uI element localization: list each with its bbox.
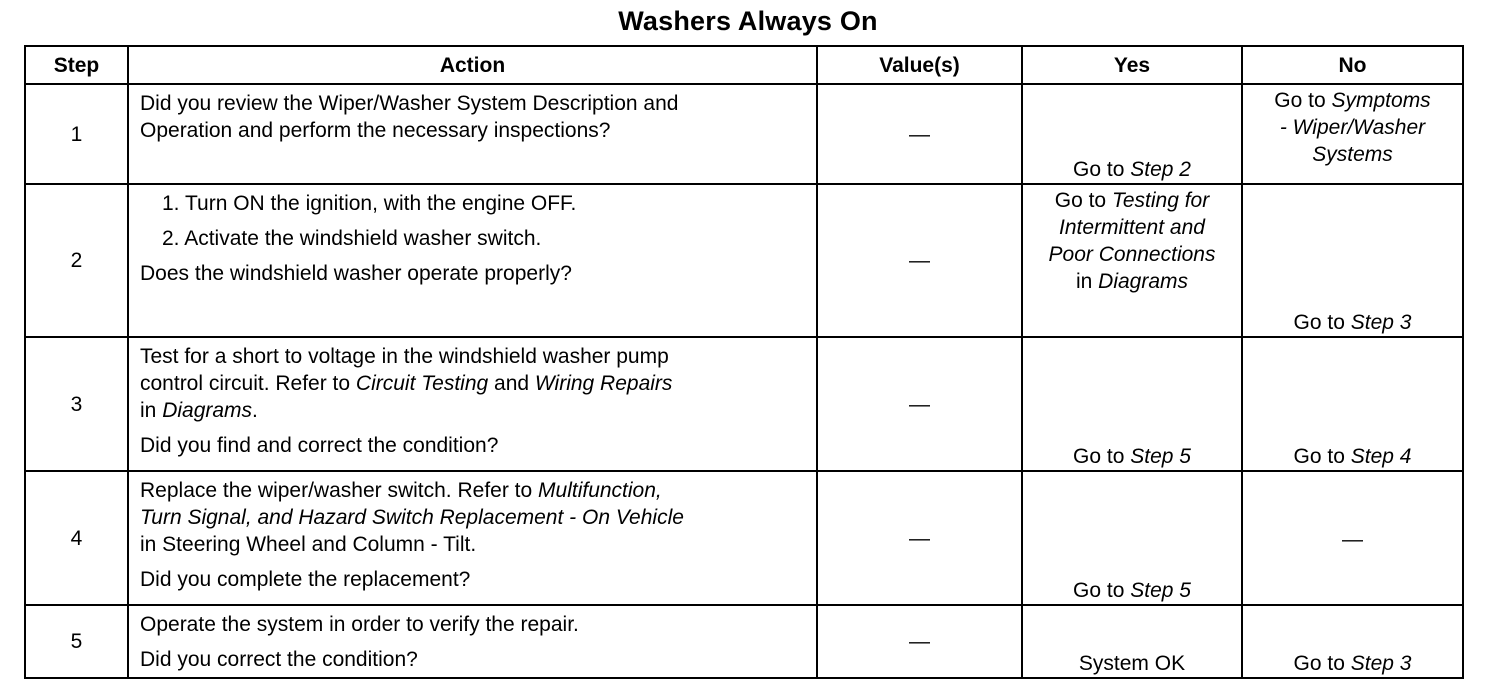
no-goto — [1245, 650, 1460, 677]
text-segment: in — [140, 399, 163, 422]
value-cell: — — [817, 605, 1022, 678]
multifunction-link-cont[interactable]: Turn Signal, and Hazard Switch Replacement - On Vehicle — [140, 506, 684, 529]
step-number: 2 — [25, 184, 128, 337]
wiring-repairs-link[interactable]: Wiring Repairs — [534, 372, 673, 395]
goto-prefix: Go to — [1073, 445, 1131, 468]
page-title: Washers Always On — [618, 6, 878, 36]
header-action: Action — [128, 46, 817, 84]
yes-cell — [1022, 471, 1242, 605]
no-cell — [1242, 605, 1463, 678]
step-link[interactable]: Step 3 — [1350, 652, 1412, 675]
step-number: 5 — [25, 605, 128, 678]
action-text: Did you review the Wiper/Washer System Description and — [140, 92, 679, 115]
no-cell — [1242, 184, 1463, 337]
action-cell — [128, 471, 817, 605]
goto-prefix: Go to — [1054, 189, 1112, 212]
diagrams-link[interactable]: Diagrams — [1098, 270, 1189, 293]
action-text — [140, 370, 806, 397]
header-step: Step — [25, 46, 128, 84]
table-row — [25, 337, 1463, 471]
table-row — [25, 471, 1463, 605]
no-goto — [1245, 309, 1460, 336]
value-cell: — — [817, 184, 1022, 337]
action-text — [140, 397, 806, 424]
action-text — [140, 477, 806, 504]
diagnostic-table — [24, 45, 1464, 679]
table-row — [25, 184, 1463, 337]
action-text: Operate the system in order to verify the repair. — [140, 613, 579, 636]
action-cell — [128, 337, 817, 471]
header-row — [25, 46, 1463, 84]
yes-goto — [1025, 577, 1239, 604]
action-question: Does the windshield washer operate properly? — [140, 262, 572, 285]
diagrams-link[interactable]: Diagrams — [162, 399, 253, 422]
action-cell — [128, 605, 817, 678]
value-cell: — — [817, 84, 1022, 184]
yes-cell — [1022, 84, 1242, 184]
step-link[interactable]: Step 4 — [1350, 445, 1412, 468]
no-goto — [1245, 443, 1460, 470]
text-segment: and — [488, 372, 535, 395]
goto-prefix: Go to — [1293, 445, 1351, 468]
text-segment: control circuit. Refer to — [140, 372, 356, 395]
action-question: Did you correct the condition? — [140, 648, 418, 671]
action-question: Did you find and correct the condition? — [140, 434, 499, 457]
step-link[interactable]: Step 3 — [1350, 311, 1412, 334]
text-segment: . — [252, 399, 258, 422]
yes-cell — [1022, 184, 1242, 337]
value-cell: — — [817, 337, 1022, 471]
action-question: Did you complete the replacement? — [140, 568, 471, 591]
symptoms-link-cont[interactable]: Systems — [1312, 143, 1393, 166]
testing-link-cont[interactable]: Poor Connections — [1048, 243, 1216, 266]
no-cell: — — [1242, 471, 1463, 605]
symptoms-link[interactable]: Symptoms — [1331, 89, 1431, 112]
text-segment: Replace the wiper/washer switch. Refer to — [140, 479, 539, 502]
no-cell — [1242, 337, 1463, 471]
in-prefix: in — [1075, 270, 1099, 293]
system-ok-text: System OK — [1078, 652, 1186, 675]
yes-cell — [1022, 605, 1242, 678]
header-yes: Yes — [1022, 46, 1242, 84]
action-cell — [128, 184, 817, 337]
goto-prefix: Go to — [1274, 89, 1332, 112]
action-text: Operation and perform the necessary inspections? — [140, 119, 611, 142]
symptoms-link-cont[interactable]: - Wiper/Washer — [1279, 116, 1426, 139]
action-list-item: 2. Activate the windshield washer switch. — [162, 227, 542, 250]
action-cell — [128, 84, 817, 184]
step-link[interactable]: Step 5 — [1130, 445, 1191, 468]
goto-prefix: Go to — [1073, 579, 1131, 602]
multifunction-link[interactable]: Multifunction, — [538, 479, 662, 502]
value-cell: — — [817, 471, 1022, 605]
yes-goto — [1025, 443, 1239, 470]
step-number: 1 — [25, 84, 128, 184]
goto-prefix: Go to — [1073, 158, 1131, 181]
step-link[interactable]: Step 2 — [1130, 158, 1191, 181]
step-number: 4 — [25, 471, 128, 605]
step-link[interactable]: Step 5 — [1130, 579, 1191, 602]
goto-prefix: Go to — [1293, 311, 1351, 334]
yes-cell — [1022, 337, 1242, 471]
action-text: Test for a short to voltage in the windshield washer pump — [140, 345, 669, 368]
testing-link[interactable]: Testing for — [1111, 189, 1210, 212]
table-row — [25, 84, 1463, 184]
yes-goto — [1025, 156, 1239, 183]
action-list-item: 1. Turn ON the ignition, with the engine OFF. — [162, 192, 577, 215]
table-row — [25, 605, 1463, 678]
step-number: 3 — [25, 337, 128, 471]
header-values: Value(s) — [817, 46, 1022, 84]
goto-prefix: Go to — [1293, 652, 1351, 675]
action-text — [140, 504, 806, 531]
yes-goto — [1025, 187, 1239, 214]
no-goto — [1245, 87, 1460, 114]
header-no: No — [1242, 46, 1463, 84]
circuit-testing-link[interactable]: Circuit Testing — [355, 372, 489, 395]
no-cell — [1242, 84, 1463, 184]
testing-link-cont[interactable]: Intermittent and — [1059, 216, 1205, 239]
action-text: in Steering Wheel and Column - Tilt. — [140, 533, 477, 556]
